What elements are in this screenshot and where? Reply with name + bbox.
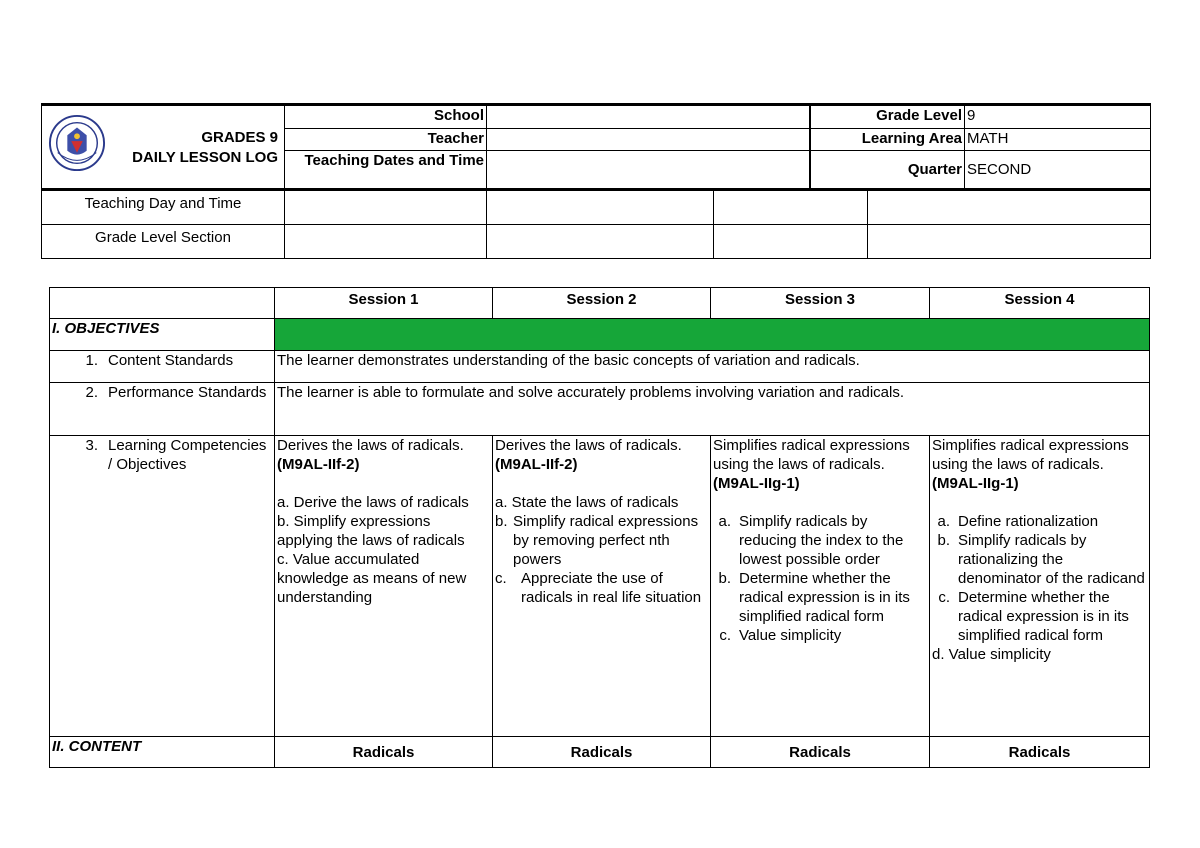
s1-code: (M9AL-IIf-2) xyxy=(277,456,360,473)
session-4-competencies xyxy=(930,436,1150,737)
section-cell-2[interactable] xyxy=(487,225,714,259)
content-heading: II. CONTENT xyxy=(50,737,275,768)
s4-intro: Simplifies radical expressions using the laws of radicals. xyxy=(932,437,1129,473)
teacher-field[interactable] xyxy=(487,128,810,151)
dates-label: Teaching Dates and Time xyxy=(285,151,487,190)
competencies-text-label: Learning Competencies / Objectives xyxy=(108,437,267,473)
competencies-num: 3. xyxy=(85,437,98,454)
s3-item-b: b. Determine whether the radical expression is in its simplified radical form xyxy=(718,570,910,625)
grade-level-label: Grade Level xyxy=(810,105,965,129)
s2-code: (M9AL-IIf-2) xyxy=(495,456,578,473)
objectives-green-bar xyxy=(275,319,1150,351)
performance-standards-num: 2. xyxy=(85,384,98,401)
day-time-label: Teaching Day and Time xyxy=(42,190,285,225)
day-time-cell-2[interactable] xyxy=(487,190,714,225)
learning-area-value[interactable]: MATH xyxy=(965,128,1151,151)
quarter-label: Quarter xyxy=(810,151,965,190)
content-session-2: Radicals xyxy=(493,737,711,768)
s3-item-a: a. Simplify radicals by reducing the index to the lowest possible order xyxy=(718,513,904,568)
session-3-header: Session 3 xyxy=(711,288,930,319)
session-1-header: Session 1 xyxy=(275,288,493,319)
s1-item-c: c. Value accumulated knowledge as means of new understanding xyxy=(277,551,467,606)
session-2-header: Session 2 xyxy=(493,288,711,319)
session-3-competencies xyxy=(711,436,930,737)
log-title: DAILY LESSON LOG xyxy=(132,149,278,166)
s4-item-b: b. Simplify radicals by rationalizing the denominator of the radicand xyxy=(937,532,1145,587)
grades-label: GRADES 9 xyxy=(201,129,278,146)
content-standards-text: The learner demonstrates understanding of the basic concepts of variation and radicals. xyxy=(275,351,1150,383)
teacher-label: Teacher xyxy=(285,128,487,151)
s1-item-b: b. Simplify expressions applying the laws of radicals xyxy=(277,513,465,549)
content-session-4: Radicals xyxy=(930,737,1150,768)
session-1-competencies xyxy=(275,436,493,737)
logo-cell xyxy=(42,105,285,190)
section-label: Grade Level Section xyxy=(42,225,285,259)
objectives-table xyxy=(49,287,1150,768)
performance-standards-text-label: Performance Standards xyxy=(108,384,267,401)
s2-item-c: c. Appreciate the use of radicals in real life situation xyxy=(495,570,702,606)
s2-item-a: a. State the laws of radicals xyxy=(495,494,679,511)
performance-standards-text: The learner is able to formulate and solve accurately problems involving variation and radicals. xyxy=(275,383,1150,436)
s3-code: (M9AL-IIg-1) xyxy=(713,475,800,492)
content-standards-label xyxy=(50,351,275,383)
learning-area-label: Learning Area xyxy=(810,128,965,151)
content-standards-text-label: Content Standards xyxy=(108,352,234,369)
dates-field[interactable] xyxy=(487,151,810,190)
s3-item-c: c. Value simplicity xyxy=(719,627,842,644)
day-time-cell-1[interactable] xyxy=(285,190,487,225)
s3-intro: Simplifies radical expressions using the laws of radicals. xyxy=(713,437,910,473)
section-cell-3[interactable] xyxy=(714,225,868,259)
day-time-cell-4[interactable] xyxy=(868,190,1151,225)
day-time-cell-3[interactable] xyxy=(714,190,868,225)
corner-cell xyxy=(50,288,275,319)
content-standards-num: 1. xyxy=(85,352,98,369)
s2-intro: Derives the laws of radicals. xyxy=(495,437,682,454)
grade-level-value[interactable]: 9 xyxy=(965,105,1151,129)
deped-seal-icon xyxy=(48,114,106,172)
s1-intro: Derives the laws of radicals. xyxy=(277,437,464,454)
content-session-1: Radicals xyxy=(275,737,493,768)
s1-item-a: a. Derive the laws of radicals xyxy=(277,494,469,511)
performance-standards-label xyxy=(50,383,275,436)
s4-item-a: a. Define rationalization xyxy=(937,513,1099,530)
s4-item-c: c. Determine whether the radical expression is in its simplified radical form xyxy=(938,589,1129,644)
session-4-header: Session 4 xyxy=(930,288,1150,319)
s2-item-b: b. Simplify radical expressions by removing perfect nth powers xyxy=(495,513,699,568)
s4-code: (M9AL-IIg-1) xyxy=(932,475,1019,492)
content-session-3: Radicals xyxy=(711,737,930,768)
competencies-label xyxy=(50,436,275,737)
session-2-competencies xyxy=(493,436,711,737)
lesson-log-header xyxy=(41,103,1151,259)
s4-item-d: d. Value simplicity xyxy=(932,646,1051,663)
quarter-value[interactable]: SECOND xyxy=(965,151,1151,190)
objectives-heading: I. OBJECTIVES xyxy=(50,319,275,351)
section-cell-1[interactable] xyxy=(285,225,487,259)
section-cell-4[interactable] xyxy=(868,225,1151,259)
school-field[interactable] xyxy=(487,105,810,129)
school-label: School xyxy=(285,105,487,129)
